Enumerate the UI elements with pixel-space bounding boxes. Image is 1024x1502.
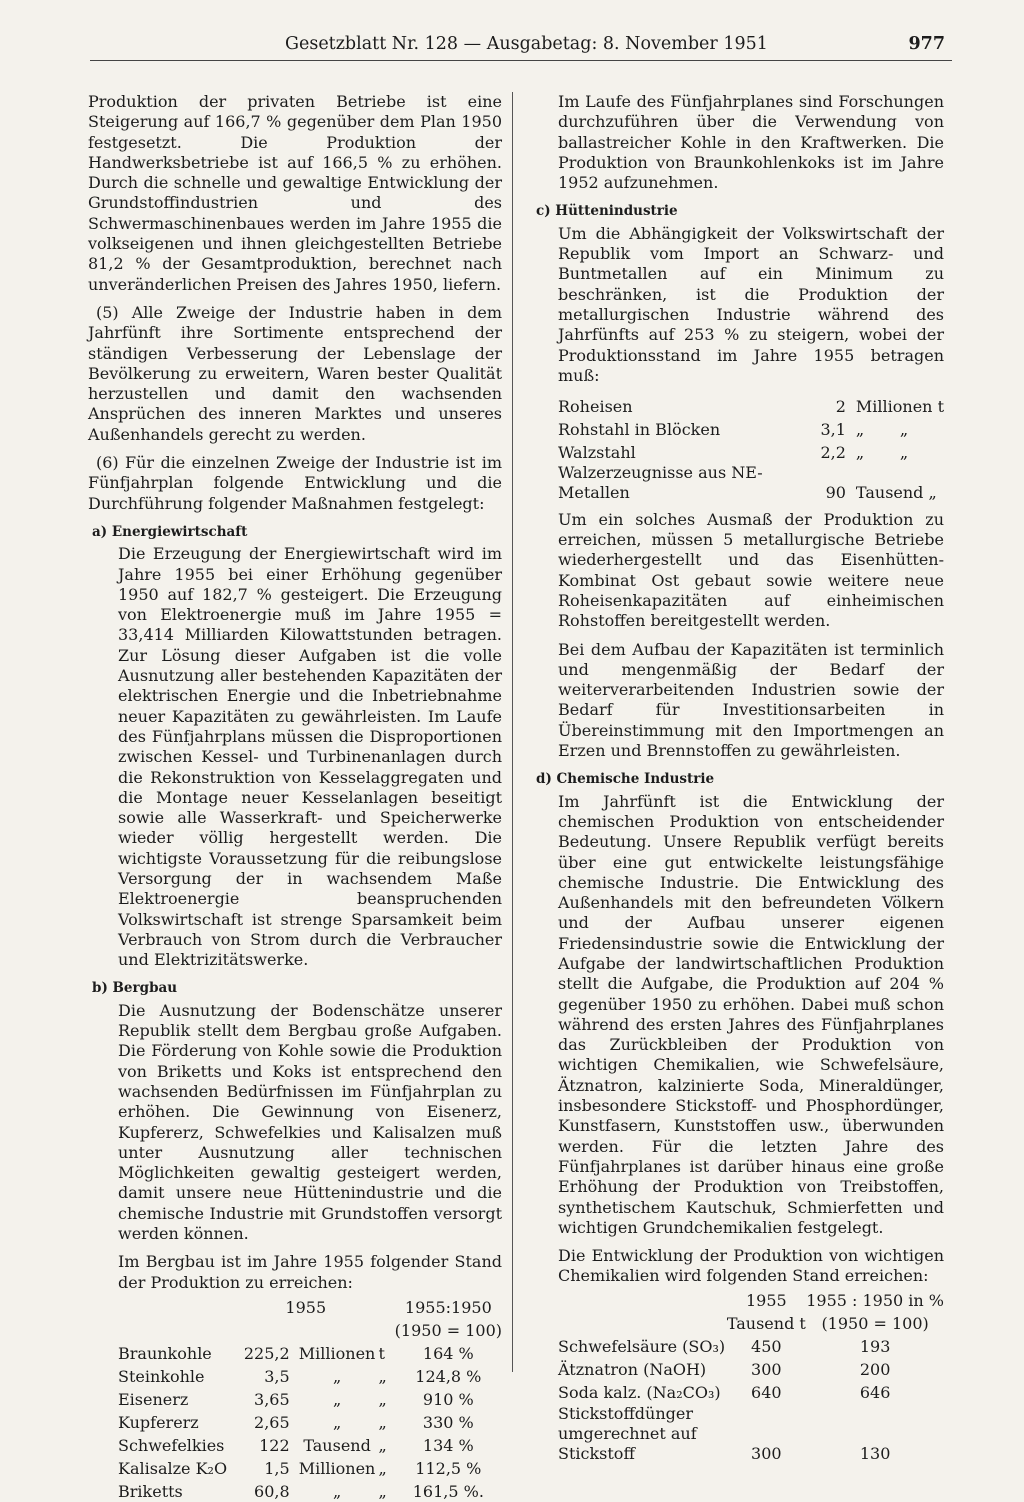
row-label: Kalisalze K₂O <box>118 1458 228 1478</box>
row-label: Walzstahl <box>558 442 636 462</box>
row-ratio: 130 <box>859 1444 891 1464</box>
row-ratio: 164 % <box>422 1343 474 1363</box>
row-label: Braunkohle <box>118 1343 212 1363</box>
paragraph: Produktion der privaten Betriebe ist eine Steigerung auf 166,7 % gegenüber dem Plan 1950 festgesetzt. Die Produktion der Handwerksbetriebe ist auf 166,5 % zu erhöhen. Durch die schnelle und gewaltige Entwicklung der Grundstoffindustrien und des Schwermaschinenbaues werden im Jahre 1955 die volkseigenen und ihnen gleichgestellten Betriebe 81,2 % der Gesamtproduktion, berechnet nach unveränderlichen Preisen des Jahres 1950, liefern. <box>88 92 502 294</box>
row-ratio: 193 <box>859 1337 891 1357</box>
huetten-table <box>558 394 944 504</box>
row-label: Roheisen <box>558 396 633 416</box>
row-ratio: 134 % <box>422 1435 474 1455</box>
row-value: 3,65 <box>254 1389 290 1409</box>
row-unit-2: „ <box>378 1458 387 1478</box>
column-divider <box>512 92 513 1372</box>
paragraph: Bei dem Aufbau der Kapazitäten ist terminlich und mengenmäßig der Bedarf der weiterverarbeitenden Industrien sowie der Bedarf für Investitionsarbeiten in Übereinstimmung mit den Importmengen an Erzen und Brennstoffen zu gewährleisten. <box>558 639 944 761</box>
row-label: Steinkohle <box>118 1366 205 1386</box>
row-unit: Tausend <box>303 1435 371 1455</box>
table-row <box>118 1364 502 1387</box>
row-value: 2,65 <box>254 1412 290 1432</box>
table-row <box>558 440 944 463</box>
row-value: 300 <box>751 1360 782 1380</box>
row-unit-2: „ <box>378 1435 387 1455</box>
table-row <box>558 417 944 440</box>
row-label: Eisenerz <box>118 1389 189 1409</box>
column-header-ratio-sub: (1950 = 100) <box>394 1320 502 1340</box>
row-value: 3,1 <box>820 419 846 439</box>
row-ratio: 330 % <box>422 1412 474 1432</box>
row-unit-2: „ <box>378 1412 387 1432</box>
row-unit: Tausend „ <box>855 483 937 503</box>
paragraph: Die Erzeugung der Energiewirtschaft wird im Jahre 1955 bei einer Erhöhung gegenüber 1950 auf 182,7 % gesteigert. Die Erzeugung von Elektroenergie muß im Jahre 1955 = 33,414 Milliarden Kilowattstunden betragen. Zur Lösung dieser Aufgaben ist die volle Ausnutzung aller bestehenden Kapazitäten der elektrischen Energie und die Inbetriebnahme neuer Kapazitäten zu gewährleisten. Im Laufe des Fünfjahrplans müssen die Disproportionen zwischen Kessel- und Turbinenanlagen durch die Rekonstruktion von Kesselaggregaten und die Montage neuer Kesselanlagen beseitigt sowie alle Wasserkraft- und Speicherwerke wieder völlig hergestellt werden. Die wichtigste Voraussetzung für die reibungslose Versorgung der in wachsendem Maße Elektroenergie beanspruchenden Volkswirtschaft ist strenge Sparsamkeit beim Verbrauch von Strom durch die Verbraucher und Elektrizitätswerke. <box>118 544 502 970</box>
left-column <box>88 92 502 1502</box>
table-row <box>118 1456 502 1479</box>
row-unit-2: „ <box>378 1366 387 1386</box>
row-value: 122 <box>259 1435 290 1455</box>
row-ratio: 200 <box>859 1360 891 1380</box>
bergbau-table-body <box>118 1341 502 1502</box>
column-header-1955: 1955 <box>285 1297 327 1317</box>
paragraph: Im Bergbau ist im Jahre 1955 folgender Stand der Produktion zu erreichen: <box>118 1252 502 1292</box>
section-heading-energiewirtschaft: a) Energiewirtschaft <box>92 523 248 540</box>
table-header-row <box>558 1312 944 1335</box>
row-label: Kupfererz <box>118 1412 199 1432</box>
row-unit-2: „ <box>378 1389 387 1409</box>
table-row <box>558 1358 944 1381</box>
row-value: 450 <box>751 1337 782 1357</box>
row-value: 60,8 <box>254 1481 290 1501</box>
section-heading-huettenindustrie: c) Hüttenindustrie <box>536 203 678 220</box>
section-heading-chemische-industrie: d) Chemische Industrie <box>536 771 715 788</box>
row-unit: Millionen <box>298 1458 376 1478</box>
table-row <box>118 1341 502 1364</box>
table-header-row <box>118 1295 502 1318</box>
row-value: 300 <box>751 1444 782 1464</box>
table-header-row <box>118 1318 502 1341</box>
row-ratio: 124,8 % <box>415 1366 482 1386</box>
section-energiewirtschaft <box>118 544 502 970</box>
row-label: Schwefelsäure (SO₃) <box>558 1337 726 1357</box>
row-value: 3,5 <box>264 1366 290 1386</box>
row-unit-2: t <box>378 1343 385 1363</box>
row-value: 2 <box>835 396 846 416</box>
table-header-row <box>558 1289 944 1312</box>
table-row <box>118 1410 502 1433</box>
row-label: Stickstoffdünger umgerechnet auf Stickstoff <box>558 1403 697 1464</box>
row-ratio: 161,5 %. <box>412 1481 484 1501</box>
column-header-ratio-sub: (1950 = 100) <box>821 1314 929 1334</box>
row-value: 2,2 <box>820 442 846 462</box>
page-header <box>285 34 945 58</box>
paragraph: Die Ausnutzung der Bodenschätze unserer Republik stellt dem Bergbau große Aufgaben. Die Förderung von Kohle sowie die Produktion von Briketts und Koks ist entsprechend den wachsenden Bedürfnissen im Fünfjahrplan zu erhöhen. Die Gewinnung von Eisenerz, Kupfererz, Schwefelkies und Kalisalzen muß unter Ausnutzung aller technischen Möglichkeiten gewaltig gesteigert werden, damit unsere neue Hüttenindustrie und die chemische Industrie mit Grundstoffen versorgt werden können. <box>118 1000 502 1244</box>
row-label: Rohstahl in Blöcken <box>558 419 721 439</box>
paragraph: Um ein solches Ausmaß der Produktion zu erreichen, müssen 5 metallurgische Betriebe wiederhergestellt und das Eisenhütten-Kombinat Ost gebaut sowie weitere neue Roheisenkapazitäten auf einheimischen Rohstoffen bereitgestellt werden. <box>558 509 944 631</box>
table-row <box>558 463 944 504</box>
paragraph: (6) Für die einzelnen Zweige der Industrie ist im Fünfjahrplan folgende Entwicklung und die Durchführung folgender Maßnahmen festgelegt: <box>88 453 502 513</box>
chemicals-table-body <box>558 1335 944 1465</box>
row-unit: Millionen <box>298 1343 376 1363</box>
row-label: Briketts <box>118 1481 183 1501</box>
row-unit: „ <box>332 1366 342 1386</box>
row-unit: „ <box>332 1389 342 1409</box>
row-unit-2: „ <box>378 1481 387 1501</box>
paragraph: (5) Alle Zweige der Industrie haben in dem Jahrfünft ihre Sortimente entsprechend der ständigen Verbesserung der Lebenslage der Bevölkerung zu erweitern, Waren bester Qualität herzustellen und damit den wachsenden Ansprüchen des inneren Marktes und unseres Außenhandels gerecht zu werden. <box>88 302 502 444</box>
chemicals-table <box>558 1289 944 1465</box>
row-value: 90 <box>825 483 846 503</box>
row-unit: „ <box>332 1481 342 1501</box>
table-row <box>118 1479 502 1502</box>
table-row <box>118 1387 502 1410</box>
section-heading-bergbau: b) Bergbau <box>92 980 178 997</box>
page-number: 977 <box>908 34 945 54</box>
row-ratio: 646 <box>859 1383 891 1403</box>
right-column <box>536 92 944 1465</box>
table-row <box>118 1433 502 1456</box>
section-bergbau <box>118 1001 502 1502</box>
row-unit: Millionen t <box>855 396 944 416</box>
row-unit: „ „ <box>855 442 909 462</box>
bergbau-table <box>118 1295 502 1502</box>
header-title: Gesetzblatt Nr. 128 — Ausgabetag: 8. November 1951 <box>285 34 768 54</box>
row-unit: „ „ <box>855 419 909 439</box>
table-row <box>558 394 944 417</box>
row-ratio: 112,5 % <box>415 1458 482 1478</box>
column-header-unit: Tausend t <box>726 1314 806 1334</box>
row-ratio: 910 % <box>422 1389 474 1409</box>
row-label: Schwefelkies <box>118 1435 225 1455</box>
row-label: Walzerzeugnisse aus NE-Metallen <box>558 463 763 503</box>
row-label: Soda kalz. (Na₂CO₃) <box>558 1383 721 1403</box>
row-value: 640 <box>751 1383 782 1403</box>
row-unit: „ <box>332 1412 342 1432</box>
table-row <box>558 1404 944 1465</box>
column-header-ratio: 1955:1950 <box>404 1297 492 1317</box>
column-header-1955: 1955 <box>745 1291 787 1311</box>
column-header-ratio: 1955 : 1950 in % <box>806 1291 944 1311</box>
row-value: 225,2 <box>243 1343 290 1363</box>
table-row <box>558 1381 944 1404</box>
row-value: 1,5 <box>264 1458 290 1478</box>
row-label: Ätznatron (NaOH) <box>558 1360 707 1380</box>
paragraph: Um die Abhängigkeit der Volkswirtschaft der Republik vom Import an Schwarz- und Buntmetallen auf ein Minimum zu beschränken, ist die Produktion der metallurgischen Industrie während des Jahrfünfts auf 253 % zu steigern, wobei der Produktionsstand im Jahre 1955 betragen muß: <box>558 223 944 385</box>
header-rule <box>90 60 952 61</box>
paragraph: Die Entwicklung der Produktion von wichtigen Chemikalien wird folgenden Stand erreichen: <box>558 1246 944 1286</box>
paragraph: Im Laufe des Fünfjahrplanes sind Forschungen durchzuführen über die Verwendung von ballastreicher Kohle in den Kraftwerken. Die Produktion von Braunkohlenkoks ist im Jahre 1952 aufzunehmen. <box>558 92 944 193</box>
paragraph: Im Jahrfünft ist die Entwicklung der chemischen Produktion von entscheidender Bedeutung. Unsere Republik verfügt bereits über eine gut entwickelte leistungsfähige chemische Industrie. Die Entwicklung des Außenhandels mit den befreundeten Völkern und der Aufbau unserer eigenen Friedensindustrie sowie die Entwicklung der Aufgabe der landwirtschaftlichen Produktion stellt die Aufgabe, die Produktion auf 204 % gegenüber 1950 zu erhöhen. Dabei muß schon während des ersten Jahres des Fünfjahrplanes das Zurückbleiben der Produktion von wichtigen Chemikalien, wie Schwefelsäure, Ätznatron, kalzinierte Soda, Mineraldünger, insbesondere Stickstoff- und Phosphordünger, Kunstfasern, Kunststoffen usw., überwunden werden. Für die letzten Jahre des Fünfjahrplanes ist darüber hinaus eine große Erhöhung der Produktion von Treibstoffen, synthetischem Kautschuk, Schmierfetten und wichtigen Grundchemikalien festgelegt. <box>558 791 944 1237</box>
table-row <box>558 1335 944 1358</box>
huetten-table-body <box>558 394 944 504</box>
